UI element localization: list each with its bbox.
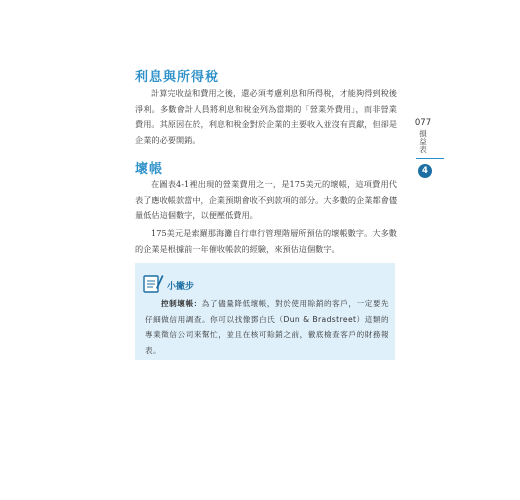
chapter-number-badge: 4: [418, 164, 432, 178]
section-heading-interest-tax: 利息與所得稅: [135, 70, 220, 85]
tip-body: [145, 296, 389, 358]
page-number: 077: [414, 118, 432, 128]
tip-lead: 控制壞帳：: [161, 299, 202, 308]
tip-title: 小撇步: [167, 282, 195, 292]
tip-text: 為了儘量降低壞帳，對於使用賒銷的客戶，一定要先仔細做信用調查。你可以找像鄧白氏（Dun & Bradstreet）這類的專業徵信公司來幫忙，並且在核可賒銷之前，徹底檢查客戶的財務報表。: [145, 299, 390, 355]
chapter-divider: [416, 158, 444, 159]
paragraph-bad-debt-1: 在圖表4-1裡出現的營業費用之一，是175美元的壞帳，這項費用代表了應收帳款當中，企業預期會收不到款項的部分。大多數的企業都會儘量低估這個數字，以便壓低費用。: [135, 179, 398, 220]
paragraph-interest-tax: 計算完收益和費用之後，還必須考慮利息和所得稅，才能夠得到稅後淨利。多數會計人員將利息和稅金列為當期的「營業外費用」，而非營業費用。其原因在於，利息和稅金對於企業的主要收入並沒有貢獻，但卻是企業的必要開銷。: [135, 88, 398, 145]
notepad-pencil-icon: [142, 272, 164, 294]
chapter-title: 損益表: [419, 129, 427, 154]
paragraph-bad-debt-2: 175美元是索羅那海灘自行車行管理階層所預估的壞帳數字。大多數的企業是根據前一年催收帳款的經驗，來預估這個數字。: [135, 228, 397, 254]
section-heading-bad-debt: 壞帳: [135, 162, 164, 177]
